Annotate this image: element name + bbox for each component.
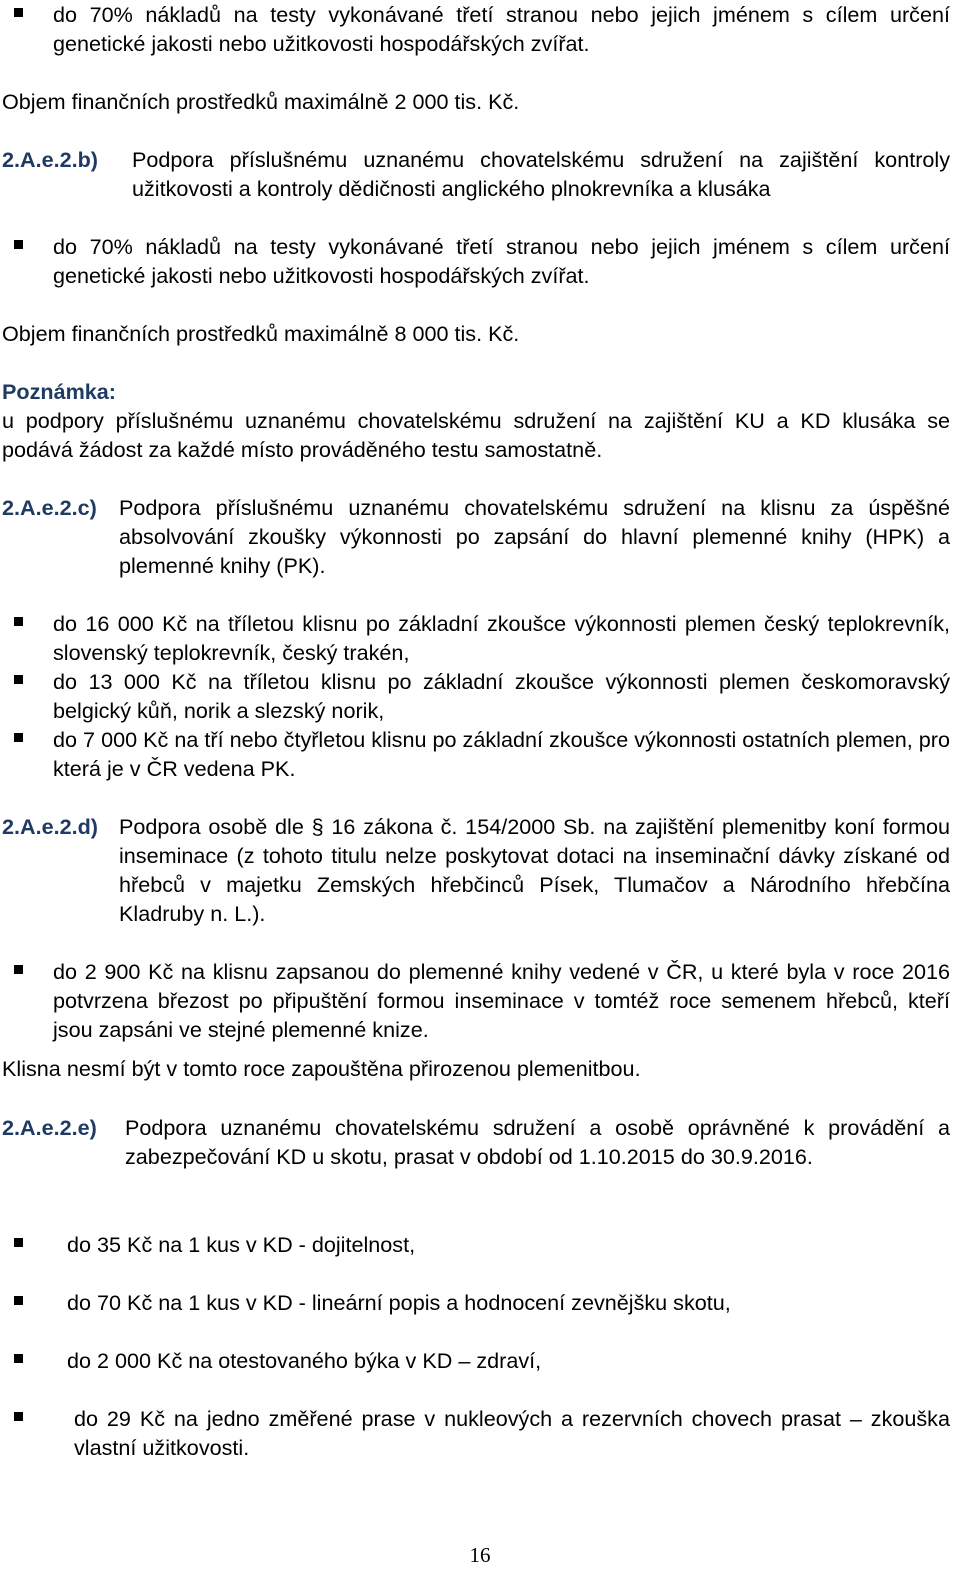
section-code: 2.A.e.2.d) — [2, 814, 99, 839]
bullet-text: do 70% nákladů na testy vykonávané třetí stranou nebo jejich jménem s cílem určení genetické jakosti nebo užitkovosti hospodářských zvířat. — [53, 234, 950, 288]
bullet-item — [2, 1288, 950, 1317]
bullet-square-icon — [14, 1238, 23, 1247]
volume-paragraph: Objem finančních prostředků maximálně 2 000 tis. Kč. — [2, 89, 520, 114]
bullet-square-icon — [14, 240, 23, 249]
bullet-text: do 16 000 Kč na tříletou klisnu po základní zkoušce výkonnosti plemen český teplokrevník, slovenský teplokrevník, český trakén, — [53, 611, 950, 665]
bullet-text: do 35 Kč na 1 kus v KD - dojitelnost, — [67, 1232, 416, 1257]
bullet-item — [2, 957, 950, 1044]
note-label-text: Poznámka: — [2, 379, 116, 404]
bullet-text: do 2 000 Kč na otestovaného býka v KD – zdraví, — [67, 1348, 542, 1373]
section-2Ae2d — [2, 812, 950, 928]
section-code: 2.A.e.2.b) — [2, 147, 99, 172]
bullet-item — [2, 609, 950, 667]
bullet-text: do 70% nákladů na testy vykonávané třetí stranou nebo jejich jménem s cílem určení genetické jakosti nebo užitkovosti hospodářských zvířat. — [53, 2, 950, 56]
section-title: Podpora uznanému chovatelskému sdružení a osobě oprávněné k provádění a zabezpečování KD u skotu, prasat v období od 1.10.2015 do 30.9.2016. — [125, 1115, 950, 1169]
bullet-item — [2, 725, 950, 783]
bullet-text: do 70 Kč na 1 kus v KD - lineární popis a hodnocení zevnějšku skotu, — [67, 1290, 731, 1315]
bullet-item — [2, 1346, 950, 1375]
bullet-square-icon — [14, 1354, 23, 1363]
section-2Ae2b — [2, 145, 950, 203]
bullet-text: do 13 000 Kč na tříletou klisnu po základní zkoušce výkonnosti plemen českomoravský belgický kůň, norik a slezský norik, — [53, 669, 950, 723]
bullet-square-icon — [14, 965, 23, 974]
bullet-item — [2, 1230, 950, 1259]
bullet-square-icon — [14, 733, 23, 742]
section-title: Podpora příslušnému uznanému chovatelskému sdružení na klisnu za úspěšné absolvování zkoušky výkonnosti po zapsání do hlavní plemenné knihy (HPK) a plemenné knihy (PK). — [119, 495, 950, 578]
section-code: 2.A.e.2.c) — [2, 495, 97, 520]
volume-paragraph: Objem finančních prostředků maximálně 8 000 tis. Kč. — [2, 321, 520, 346]
bullet-item — [2, 0, 950, 58]
section-d-closing: Klisna nesmí být v tomto roce zapouštěna přirozenou plemenitbou. — [2, 1056, 641, 1081]
bullet-square-icon — [14, 617, 23, 626]
bullet-square-icon — [14, 1412, 23, 1421]
bullet-item — [2, 667, 950, 725]
bullet-text: do 2 900 Kč na klisnu zapsanou do plemenné knihy vedené v ČR, u které byla v roce 2016 potvrzena březost po připuštění formou inseminace v tomtéž roce semenem hřebců, kteří jsou zapsáni ve stejné plemenné knize. — [53, 959, 950, 1042]
section-title: Podpora příslušnému uznanému chovatelskému sdružení na zajištění kontroly užitkovosti a kontroly dědičnosti anglického plnokrevníka a klusáka — [132, 147, 950, 201]
bullet-square-icon — [14, 675, 23, 684]
bullet-square-icon — [14, 8, 23, 17]
note-text: u podpory příslušnému uznanému chovatelskému sdružení na zajištění KU a KD klusáka se podává žádost za každé místo prováděného testu samostatně. — [2, 408, 950, 462]
bullet-square-icon — [14, 1296, 23, 1305]
page-number: 16 — [469, 1543, 491, 1567]
section-2Ae2c — [2, 493, 950, 580]
section-title: Podpora osobě dle § 16 zákona č. 154/2000 Sb. na zajištění plemenitby koní formou inseminace (z tohoto titulu nelze poskytovat dotaci na inseminační dávky získané od hřebců v majetku Zemských hřebčinců Písek, Tlumačov a Národního hřebčína Kladruby n. L.). — [119, 814, 950, 926]
bullet-item — [2, 1404, 950, 1462]
section-2Ae2e — [2, 1113, 950, 1171]
bullet-text: do 7 000 Kč na tří nebo čtyřletou klisnu po základní zkoušce výkonnosti ostatních plemen, pro která je v ČR vedena PK. — [53, 727, 950, 781]
section-code: 2.A.e.2.e) — [2, 1115, 97, 1140]
note-label — [2, 377, 950, 406]
bullet-item — [2, 232, 950, 290]
bullet-text: do 29 Kč na jedno změřené prase v nukleových a rezervních chovech prasat – zkouška vlastní užitkovosti. — [74, 1406, 950, 1460]
